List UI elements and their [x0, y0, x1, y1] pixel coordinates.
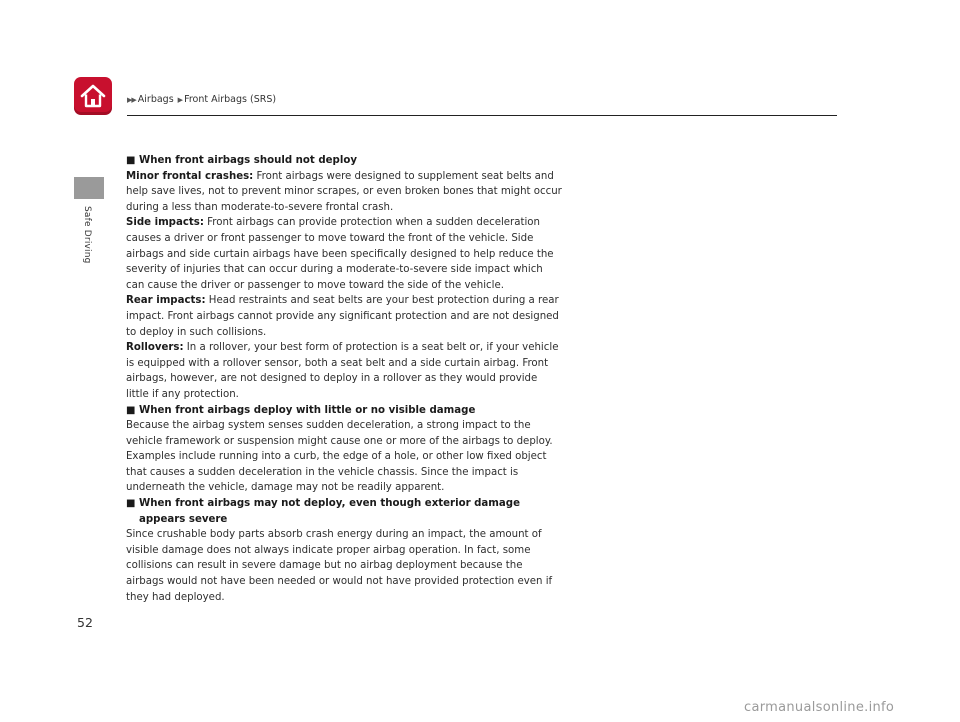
- section-heading: ■ When front airbags may not deploy, even though exterior damage appears severe: [126, 496, 562, 527]
- paragraph: Side impacts: Front airbags can provide protection when a sudden deceleration causes a driver or front passenger to move toward the front of the vehicle. Side airbags and side curtain airbags have been specifically designed to help reduce the severity of injuries that can occur during a moderate-to-severe side impact which can cause the driver or passenger to move toward the side of the vehicle.: [126, 217, 554, 291]
- square-bullet-icon: ■: [126, 498, 136, 510]
- breadcrumb-arrow-icon: ▶▶: [127, 95, 136, 104]
- watermark: carmanualsonline.info: [744, 700, 895, 715]
- breadcrumb: [127, 94, 280, 105]
- paragraph: Minor frontal crashes: Front airbags were designed to supplement seat belts and help save lives, not to prevent minor scrapes, or even broken bones that might occur during a less than moderate-to-severe frontal crash.: [126, 170, 562, 213]
- page-content: [126, 153, 562, 605]
- breadcrumb-item-front-airbags[interactable]: Front Airbags (SRS): [184, 94, 277, 105]
- breadcrumb-item-airbags[interactable]: Airbags: [137, 94, 174, 105]
- paragraph: Because the airbag system senses sudden deceleration, a strong impact to the vehicle framework or suspension might cause one or more of the airbags to deploy. Examples include running into a curb, the edge of a hole, or other low fixed object that causes a sudden deceleration in the vehicle chassis. Since the impact is underneath the vehicle, damage may not be readily apparent.: [126, 420, 553, 494]
- paragraph: Rear impacts: Head restraints and seat belts are your best protection during a rear impact. Front airbags cannot provide any significant protection and are not designed to deploy in such collisions.: [126, 295, 559, 338]
- home-button[interactable]: [74, 77, 112, 115]
- square-bullet-icon: ■: [126, 404, 136, 416]
- home-icon: [79, 83, 107, 109]
- paragraph: Since crushable body parts absorb crash energy during an impact, the amount of visible damage does not always indicate proper airbag operation. In fact, some collisions can result in severe damage but no airbag deployment because the airbags would not have been needed or would not have provided protection even if they had deployed.: [126, 529, 553, 603]
- page-number: 52: [77, 615, 93, 630]
- square-bullet-icon: ■: [126, 155, 136, 166]
- section-tab[interactable]: [74, 177, 104, 199]
- breadcrumb-arrow-icon: ▶: [177, 95, 183, 104]
- paragraph: Rollovers: In a rollover, your best form of protection is a seat belt or, if your vehicle is equipped with a rollover sensor, both a seat belt and a side curtain airbag. Front airbags, however, are not designed to deploy in a rollover as they would provide little if any protection.: [126, 342, 559, 400]
- section-heading: ■ When front airbags deploy with little or no visible damage: [126, 403, 562, 419]
- header-divider: [127, 115, 837, 116]
- section-label: Safe Driving: [82, 206, 92, 264]
- section-heading: ■ When front airbags should not deploy: [126, 153, 562, 169]
